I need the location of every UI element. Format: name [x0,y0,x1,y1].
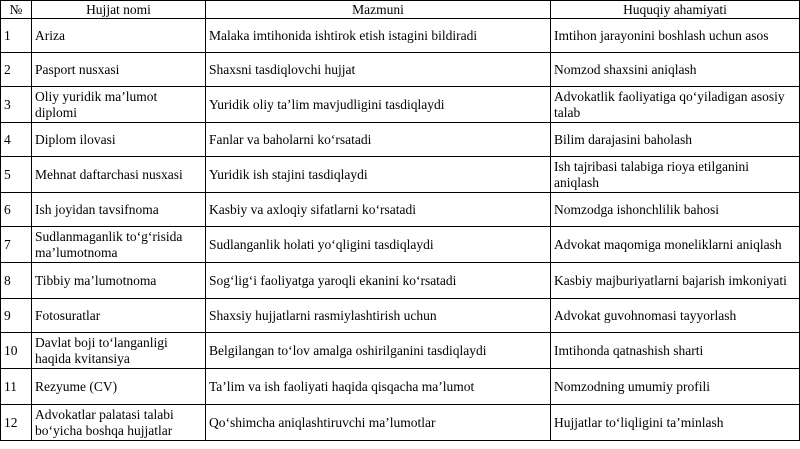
document-name: Ish joyidan tavsifnoma [32,193,206,227]
header-number: № [1,1,32,19]
table-row [1,53,800,87]
legal-significance: Advokatlik faoliyatiga qoʻyiladigan asosiy talab [551,87,800,123]
row-number: 1 [1,19,32,53]
row-number: 3 [1,87,32,123]
row-number: 5 [1,157,32,193]
row-number: 11 [1,369,32,405]
table-row [1,123,800,157]
legal-significance: Imtihonda qatnashish sharti [551,333,800,369]
document-content: Malaka imtihonida ishtirok etish istagini bildiradi [206,19,551,53]
row-number: 8 [1,263,32,299]
table-row [1,299,800,333]
document-content: Qoʻshimcha aniqlashtiruvchi maʼlumotlar [206,405,551,441]
header-legal-significance: Huquqiy ahamiyati [551,1,800,19]
document-name: Sudlanmaganlik toʻgʻrisida maʼlumotnoma [32,227,206,263]
document-content: Yuridik oliy taʼlim mavjudligini tasdiqlaydi [206,87,551,123]
table-row [1,227,800,263]
table-row [1,333,800,369]
header-document-name: Hujjat nomi [32,1,206,19]
document-content: Kasbiy va axloqiy sifatlarni koʻrsatadi [206,193,551,227]
document-name: Pasport nusxasi [32,53,206,87]
table-row [1,87,800,123]
document-name: Rezyume (CV) [32,369,206,405]
document-content: Sogʻligʻi faoliyatga yaroqli ekanini koʻrsatadi [206,263,551,299]
table-row [1,193,800,227]
row-number: 12 [1,405,32,441]
document-name: Mehnat daftarchasi nusxasi [32,157,206,193]
legal-significance: Ish tajribasi talabiga rioya etilganini aniqlash [551,157,800,193]
table-row [1,405,800,441]
legal-significance: Imtihon jarayonini boshlash uchun asos [551,19,800,53]
document-content: Fanlar va baholarni koʻrsatadi [206,123,551,157]
document-name: Oliy yuridik maʼlumot diplomi [32,87,206,123]
legal-significance: Hujjatlar toʻliqligini taʼminlash [551,405,800,441]
row-number: 9 [1,299,32,333]
legal-significance: Advokat maqomiga moneliklarni aniqlash [551,227,800,263]
document-name: Davlat boji toʻlanganligi haqida kvitansiya [32,333,206,369]
document-content: Yuridik ish stajini tasdiqlaydi [206,157,551,193]
legal-significance: Nomzod shaxsini aniqlash [551,53,800,87]
document-content: Shaxsni tasdiqlovchi hujjat [206,53,551,87]
document-name: Diplom ilovasi [32,123,206,157]
table-header-row [1,1,800,19]
document-name: Tibbiy maʼlumotnoma [32,263,206,299]
row-number: 10 [1,333,32,369]
document-content: Taʼlim va ish faoliyati haqida qisqacha maʼlumot [206,369,551,405]
document-name: Ariza [32,19,206,53]
document-content: Sudlanganlik holati yoʻqligini tasdiqlaydi [206,227,551,263]
table-row [1,157,800,193]
header-content: Mazmuni [206,1,551,19]
legal-significance: Bilim darajasini baholash [551,123,800,157]
row-number: 7 [1,227,32,263]
table-row [1,263,800,299]
row-number: 2 [1,53,32,87]
table-row [1,19,800,53]
legal-significance: Nomzodga ishonchlilik bahosi [551,193,800,227]
row-number: 6 [1,193,32,227]
legal-significance: Nomzodning umumiy profili [551,369,800,405]
document-content: Belgilangan toʻlov amalga oshirilganini tasdiqlaydi [206,333,551,369]
legal-significance: Advokat guvohnomasi tayyorlash [551,299,800,333]
legal-significance: Kasbiy majburiyatlarni bajarish imkoniyati [551,263,800,299]
row-number: 4 [1,123,32,157]
document-name: Advokatlar palatasi talabi boʻyicha boshqa hujjatlar [32,405,206,441]
document-name: Fotosuratlar [32,299,206,333]
table-row [1,369,800,405]
document-content: Shaxsiy hujjatlarni rasmiylashtirish uchun [206,299,551,333]
